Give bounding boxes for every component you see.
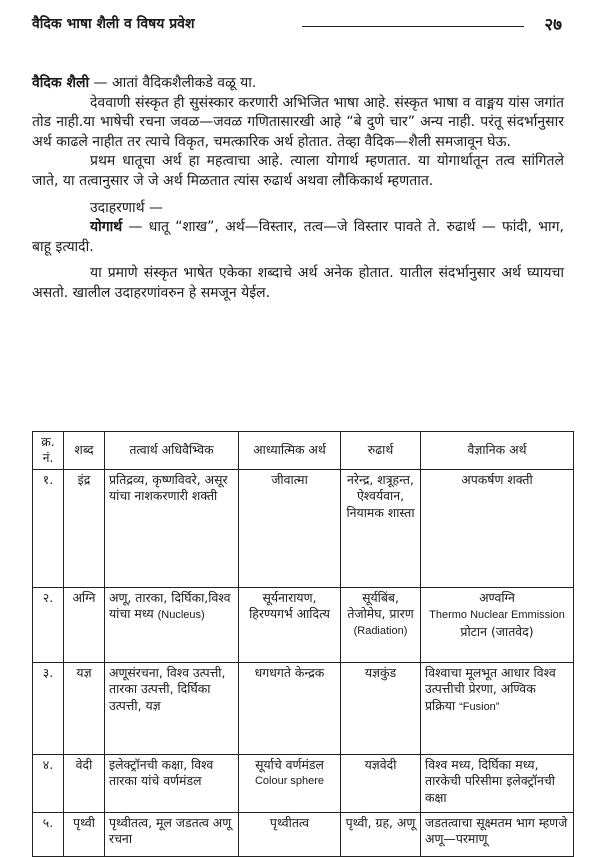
adhyatmik-text: सूर्याचे वर्णमंडल <box>255 756 324 772</box>
cell-adhyatmik: पृथ्वीतत्व <box>239 812 341 856</box>
cell-word: इंद्र <box>64 469 105 587</box>
cell-adhibhautik: इलेक्ट्रॉनची कक्षा, विश्व तारका यांचे वर्णमंडल <box>105 754 239 812</box>
paragraph-devvani: देववाणी संस्कृत ही सुसंस्कार करणारी अभिजित भाषा आहे. संस्कृत भाषा व वाङ्मय यांस जगांत तोड नाही.या भाषेची रचना जवळ—जवळ गणितासारखी आहे “बे दुणे चार” अन्य नाही. परंतू संदर्भानुसार अर्थ काढले नाहीत तर त्याचे विकृत, चमत्कारिक अर्थ होतात. तेव्हा वैदिक—शैली समजावून घेऊ. <box>32 94 564 150</box>
cell-scientific: अपकर्षण शक्ती <box>421 469 574 587</box>
cell-num: १. <box>33 469 64 587</box>
cell-rudharth: नरेन्द्र, शत्रूहन्त, ऐश्वर्यवान, नियामक शास्ता <box>341 469 421 587</box>
cell-scientific <box>421 587 574 662</box>
scientific-text-1: अण्वग्नि <box>479 589 515 605</box>
page-number: २७ <box>544 15 562 35</box>
yogarth-text: — धातू “शाख”, अर्थ—विस्तार, तत्व—जे विस्तार पावते ते. रुढार्थ — फांदी, भाग, बाहू इत्यादी. <box>32 219 564 255</box>
header-num: क्र. नं. <box>33 432 64 470</box>
body-text <box>32 74 564 304</box>
rudharth-text: सूर्यबिंब, तेजोमेघ, प्रारण <box>347 589 414 622</box>
cell-scientific <box>421 662 574 754</box>
cell-scientific: जडतत्वाचा सूक्ष्मतम भाग म्हणजे अणू—परमाणू <box>421 812 574 856</box>
paragraph-example-label: उदाहरणार्थ — <box>90 199 164 216</box>
cell-word: यज्ञ <box>64 662 105 754</box>
cell-adhyatmik: धगधगते केन्द्रक <box>239 662 341 754</box>
fusion-label: “Fusion” <box>459 700 500 713</box>
page-header <box>22 12 576 34</box>
cell-adhibhautik: पृथ्वीतत्व, मूल जडतत्व अणू रचना <box>105 812 239 856</box>
colour-sphere-label: Colour sphere <box>254 775 325 788</box>
scientific-text-2: प्रोटान (जातवेद) <box>460 623 534 639</box>
table-row <box>33 754 574 812</box>
radiation-label: (Radiation) <box>353 624 408 637</box>
intro-text: — आतां वैदिकशैलीकडे वळू या. <box>89 75 257 91</box>
cell-rudharth: पृथ्वी, ग्रह, अणू <box>341 812 421 856</box>
cell-rudharth <box>341 587 421 662</box>
header-rudharth: रुढार्थ <box>341 432 421 470</box>
paragraph-conclusion: या प्रमाणे संस्कृत भाषेत एकेका शब्दाचे अर्थ अनेक होतात. यातील संदर्भानुसार अर्थ घ्यायचा असतो. खालील उदाहरणांवरुन हे समजून येईल. <box>32 265 564 301</box>
cell-adhyatmik <box>239 754 341 812</box>
thermo-nuclear-label: Thermo Nuclear Emmission <box>429 609 565 622</box>
cell-word: अग्नि <box>64 587 105 662</box>
table-row <box>33 469 574 587</box>
scientific-text: विश्वाचा मूलभूत आधार विश्व उत्पत्तीची प्रेरणा, अण्विक प्रक्रिया <box>425 664 556 713</box>
table-row <box>33 587 574 662</box>
adhibhautik-text: अणू, तारका, दिर्घिका,विश्व यांचा मध्य <box>109 589 231 622</box>
yogarth-heading: योगार्थ <box>90 219 123 236</box>
cell-adhyatmik: सूर्यनारायण, हिरण्यगर्भ आदित्य <box>239 587 341 662</box>
cell-num: २. <box>33 587 64 662</box>
header-adhibhautik: तत्वार्थ अधिवैभ्विक <box>105 432 239 470</box>
table-header-row <box>33 432 574 470</box>
nucleus-label: (Nucleus) <box>157 609 205 622</box>
cell-num: ४. <box>33 754 64 812</box>
cell-word: वेदी <box>64 754 105 812</box>
cell-adhyatmik: जीवात्मा <box>239 469 341 587</box>
vaidik-shaili-heading: वैदिक शैली <box>32 75 90 91</box>
cell-adhibhautik <box>105 587 239 662</box>
header-title: वैदिक भाषा शैली व विषय प्रवेश <box>32 16 195 32</box>
table-row <box>33 662 574 754</box>
cell-scientific: विश्व मध्य, दिर्घिका मध्य, तारकेची परिसीमा इलेक्ट्रॉनची कक्षा <box>421 754 574 812</box>
paragraph-yogarth <box>32 218 564 257</box>
cell-rudharth: यज्ञवेदी <box>341 754 421 812</box>
header-adhyatmik: आध्यात्मिक अर्थ <box>239 432 341 470</box>
cell-rudharth: यज्ञकुंड <box>341 662 421 754</box>
paragraph-dhatu: प्रथम धातूचा अर्थ हा महत्वाचा आहे. त्याला योगार्थ म्हणतात. या योगार्थातून तत्व सांगितले जाते, या तत्वानुसार जे जे अर्थ मिळतात त्यांस रुढार्थ अथवा लौकिकार्थ म्हणतात. <box>32 153 564 189</box>
cell-adhibhautik: प्रतिद्रव्य, कृष्णविवरे, असूर यांचा नाशकरणारी शक्ती <box>105 469 239 587</box>
cell-adhibhautik: अणूसंरचना, विश्व उत्पत्ती, तारका उत्पत्ती, दिर्घिका उत्पत्ती, यज्ञ <box>105 662 239 754</box>
meanings-table <box>32 431 574 857</box>
header-scientific: वैज्ञानिक अर्थ <box>421 432 574 470</box>
cell-num: ५. <box>33 812 64 856</box>
paragraph-intro <box>32 74 564 94</box>
header-rule <box>302 26 524 27</box>
header-word: शब्द <box>64 432 105 470</box>
table-row <box>33 812 574 856</box>
cell-word: पृथ्वी <box>64 812 105 856</box>
cell-num: ३. <box>33 662 64 754</box>
